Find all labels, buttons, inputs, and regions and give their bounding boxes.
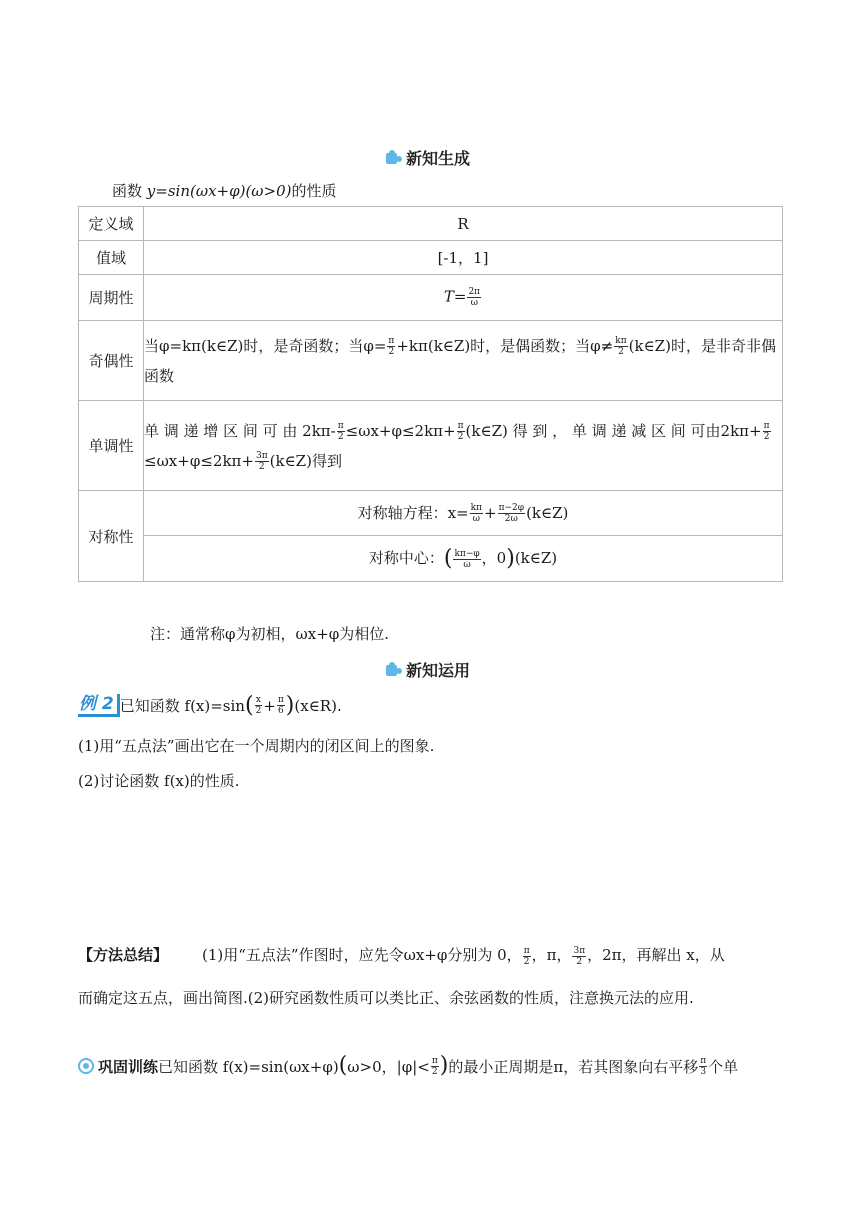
frac-den: 2: [576, 956, 583, 967]
target-icon: [78, 1058, 94, 1074]
row-value: R: [144, 207, 783, 241]
row-label: 奇偶性: [79, 321, 144, 401]
example-text-pre: 已知函数 f(x)=sin: [119, 697, 245, 715]
practice-line: [78, 1055, 738, 1077]
parity-text-2: +kπ(k∈Z)时，是偶函数；当φ≠: [396, 336, 614, 355]
practice-fraction-1: [431, 1056, 439, 1077]
table-row-domain: [79, 207, 783, 241]
row-value: [144, 321, 783, 401]
mono-text-1: 单 调 递 增 区 间 可 由 2kπ-: [144, 421, 336, 440]
example-badge: 例 2: [78, 694, 120, 717]
frac-den: 2: [388, 347, 395, 357]
left-paren: (: [338, 1053, 348, 1078]
left-paren: (: [443, 546, 453, 571]
mono-fraction-3: [763, 421, 771, 442]
practice-fraction-2: [699, 1056, 707, 1077]
axis-text: 对称轴方程：x=: [357, 503, 469, 522]
table-row-symmetry-center: [79, 536, 783, 582]
method-line-2: 而确定这五点，画出简图.(2)研究函数性质可以类比正、余弦函数的性质，注意换元法的应用.: [78, 989, 694, 1007]
section-title-new-knowledge: [384, 146, 470, 169]
frac-den: 2: [431, 1066, 438, 1077]
intro-pre: 函数: [112, 182, 147, 200]
center-mid: ，0: [481, 549, 507, 567]
frac-num: x: [255, 695, 261, 705]
properties-table: [78, 206, 783, 582]
parity-fraction-2: [614, 336, 627, 357]
table-row-monotonicity: [79, 401, 783, 491]
example-fraction-2: [277, 695, 285, 716]
frac-num: kπ: [615, 336, 627, 346]
frac-den: 2: [523, 956, 530, 967]
center-post: (k∈Z): [514, 549, 558, 567]
example-text-post: (x∈R).: [294, 696, 342, 715]
practice-text-1: 已知函数 f(x)=sin(ωx+φ): [158, 1057, 339, 1076]
intro-line: [112, 180, 337, 201]
mono-text-2: ≤ωx+φ≤2kπ+: [345, 421, 456, 440]
method-text-3: ，2π，再解出 x，从: [587, 946, 725, 964]
period-lhs: T=: [443, 287, 467, 306]
method-line-1: [78, 944, 725, 967]
frac-den: ω: [463, 559, 471, 570]
example-plus: +: [263, 696, 276, 715]
mono-text-5: (k∈Z)得到: [269, 451, 342, 470]
frac-den: 2: [337, 432, 344, 442]
frac-num: 2π: [468, 287, 481, 297]
table-row-parity: [79, 321, 783, 401]
row-value-center: [144, 536, 783, 582]
frac-num: 3π: [573, 945, 586, 956]
table-row-symmetry-axis: [79, 491, 783, 536]
center-text: 对称中心：: [368, 549, 444, 567]
method-tag: 【方法总结】: [78, 946, 169, 964]
center-fraction: [453, 549, 480, 570]
frac-num: π: [277, 695, 284, 705]
section-title-apply: [384, 658, 470, 681]
row-value-axis: [144, 491, 783, 536]
puzzle-icon: [384, 662, 400, 678]
right-paren: ): [439, 1053, 449, 1078]
row-label: 周期性: [79, 275, 144, 321]
left-paren: (: [244, 692, 254, 718]
row-label: 单调性: [79, 401, 144, 491]
intro-function: y=sin(ωx+φ)(ω>0): [146, 182, 292, 200]
parity-fraction-1: [387, 336, 395, 357]
frac-num: π: [457, 421, 464, 431]
period-fraction: [467, 287, 481, 308]
method-fraction-1: [523, 946, 531, 967]
frac-num: π: [431, 1055, 438, 1066]
method-text-2: ，π，: [531, 946, 572, 964]
frac-den: 2: [618, 347, 624, 357]
row-label: 值域: [79, 241, 144, 275]
frac-num: kπ: [470, 503, 482, 514]
puzzle-icon: [384, 150, 400, 166]
frac-den: 3: [700, 1066, 707, 1077]
question-2: (2)讨论函数 f(x)的性质.: [78, 772, 240, 790]
mono-fraction-1: [337, 421, 345, 442]
parity-text-3: (k∈Z)时，是非奇非偶函数: [144, 336, 776, 385]
intro-post: 的性质: [291, 182, 337, 200]
table-row-range: [79, 241, 783, 275]
question-1: (1)用“五点法”画出它在一个周期内的闭区间上的图象.: [78, 737, 435, 755]
practice-text-2: 的最小正周期是π，若其图象向右平移: [448, 1057, 699, 1076]
frac-den: ω: [472, 514, 480, 525]
frac-num: 3π: [255, 451, 268, 461]
method-text-1: (1)用“五点法”作图时，应先令ωx+φ分别为 0，: [202, 946, 522, 964]
frac-num: π: [763, 421, 770, 431]
axis-fraction-2: [498, 503, 525, 524]
frac-den: 2ω: [504, 514, 518, 525]
row-value: [144, 401, 783, 491]
mono-fraction-4: [255, 451, 269, 472]
frac-den: 2: [763, 432, 770, 442]
frac-den: ω: [470, 298, 478, 308]
practice-condition: ω>0，|φ|<: [347, 1057, 430, 1076]
frac-num: π: [523, 945, 530, 956]
frac-num: π: [700, 1055, 707, 1066]
practice-text-3: 个单: [708, 1057, 739, 1076]
mono-text-4: ≤ωx+φ≤2kπ+: [144, 451, 254, 470]
example-line: [78, 694, 342, 717]
row-value: [-1，1]: [144, 241, 783, 275]
row-value: [144, 275, 783, 321]
axis-fraction-1: [470, 503, 483, 524]
frac-den: 2: [258, 462, 265, 472]
practice-tag: 巩固训练: [98, 1057, 159, 1076]
frac-num: π: [388, 336, 395, 346]
parity-text-1: 当φ=kπ(k∈Z)时，是奇函数；当φ=: [144, 336, 387, 355]
frac-num: kπ−φ: [454, 548, 480, 559]
method-fraction-2: [572, 946, 586, 967]
section-title-text: 新知生成: [406, 149, 471, 168]
frac-den: 2: [255, 706, 262, 716]
section-title-text: 新知运用: [406, 661, 471, 680]
frac-num: π: [337, 421, 344, 431]
right-paren: ): [285, 692, 295, 718]
note-line: 注：通常称φ为初相，ωx+φ为相位.: [150, 625, 390, 643]
row-label: 定义域: [79, 207, 144, 241]
mono-text-3: (k∈Z) 得 到 ， 单 调 递 减 区 间 可由2kπ+: [465, 421, 762, 440]
example-fraction-1: [255, 695, 263, 716]
table-row-period: [79, 275, 783, 321]
right-paren: ): [506, 546, 515, 571]
row-label: 对称性: [79, 491, 144, 582]
axis-post: (k∈Z): [526, 503, 569, 522]
frac-den: 2: [457, 432, 464, 442]
mono-fraction-2: [457, 421, 465, 442]
frac-den: 6: [277, 706, 284, 716]
axis-plus: +: [484, 503, 497, 522]
frac-num: π−2φ: [498, 503, 525, 514]
